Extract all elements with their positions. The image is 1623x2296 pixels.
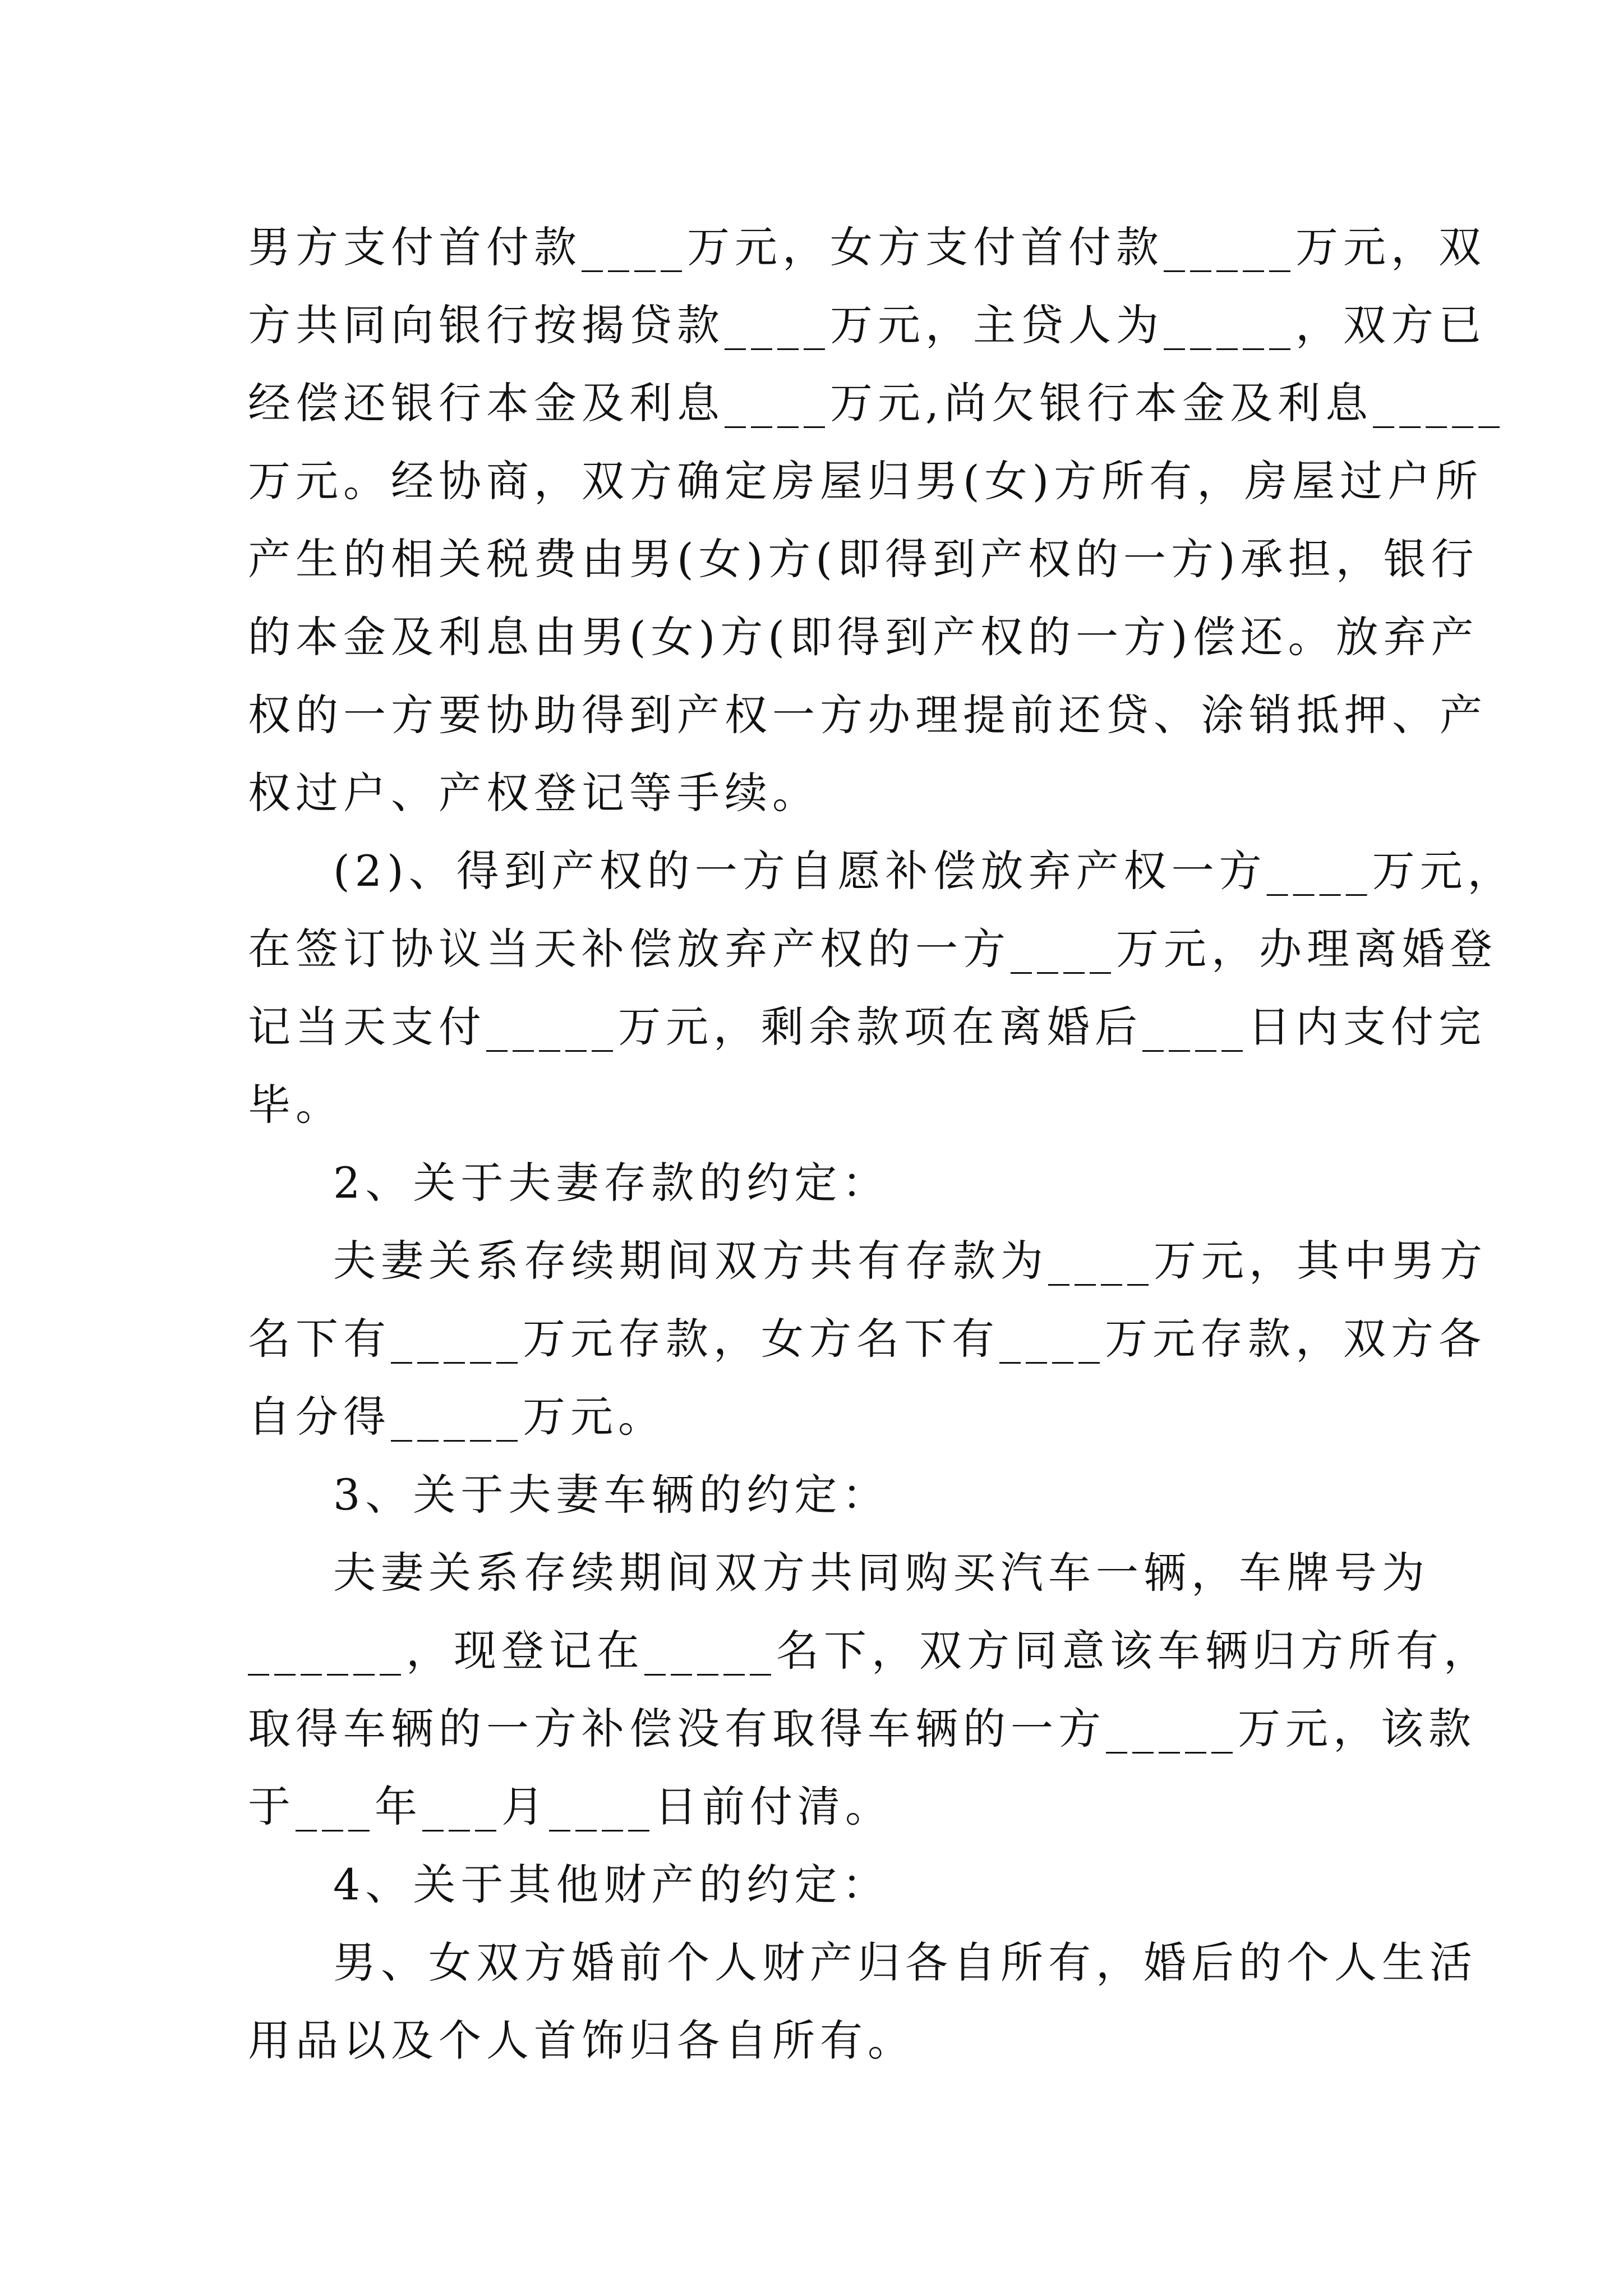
body-line: 用品以及个人首饰归各自所有。 xyxy=(248,2016,915,2065)
body-line: 记当天支付_____万元，剩余款项在离婚后____日内支付完 xyxy=(248,1002,1486,1052)
paragraph-start-line: 男、女双方婚前个人财产归各自所有，婚后的个人生活 xyxy=(333,1938,1477,1987)
agreement-body xyxy=(248,222,1515,2093)
body-line: 名下有_____万元存款，女方名下有____万元存款，双方各 xyxy=(248,1314,1486,1364)
body-line: 自分得_____万元。 xyxy=(248,1392,666,1442)
body-line: 权的一方要协助得到产权一方办理提前还贷、涂销抵押、产 xyxy=(248,690,1487,740)
body-line: 方共同向银行按揭贷款____万元，主贷人为_____，双方已 xyxy=(248,300,1486,350)
paragraph-start-line: (2)、得到产权的一方自愿补偿放弃产权一方____万元， xyxy=(333,846,1515,896)
section-heading: 4、关于其他财产的约定： xyxy=(333,1860,890,1910)
body-line: 在签订协议当天补偿放弃产权的一方____万元，办理离婚登 xyxy=(248,924,1497,974)
body-line: ______，现登记在_____名下，双方同意该车辆归方所有， xyxy=(248,1626,1491,1676)
body-line: 权过户、产权登记等手续。 xyxy=(248,768,820,818)
body-line: 的本金及利息由男(女)方(即得到产权的一方)偿还。放弃产 xyxy=(248,612,1479,662)
body-line: 万元。经协商，双方确定房屋归男(女)方所有，房屋过户所 xyxy=(248,456,1483,506)
section-heading: 2、关于夫妻存款的约定： xyxy=(333,1158,890,1208)
body-line: 毕。 xyxy=(248,1080,343,1130)
section-heading: 3、关于夫妻车辆的约定： xyxy=(333,1470,890,1520)
paragraph-start-line: 夫妻关系存续期间双方共同购买汽车一辆，车牌号为 xyxy=(333,1548,1430,1598)
body-line: 于___年___月____日前付清。 xyxy=(248,1782,893,1832)
body-line: 男方支付首付款____万元，女方支付首付款_____万元，双 xyxy=(248,222,1486,272)
body-line: 经偿还银行本金及利息____万元,尚欠银行本金及利息_____ xyxy=(248,378,1505,428)
body-line: 取得车辆的一方补偿没有取得车辆的一方_____万元，该款 xyxy=(248,1704,1476,1754)
body-line: 产生的相关税费由男(女)方(即得到产权的一方)承担，银行 xyxy=(248,534,1479,584)
paragraph-start-line: 夫妻关系存续期间双方共有存款为____万元，其中男方 xyxy=(333,1236,1487,1286)
